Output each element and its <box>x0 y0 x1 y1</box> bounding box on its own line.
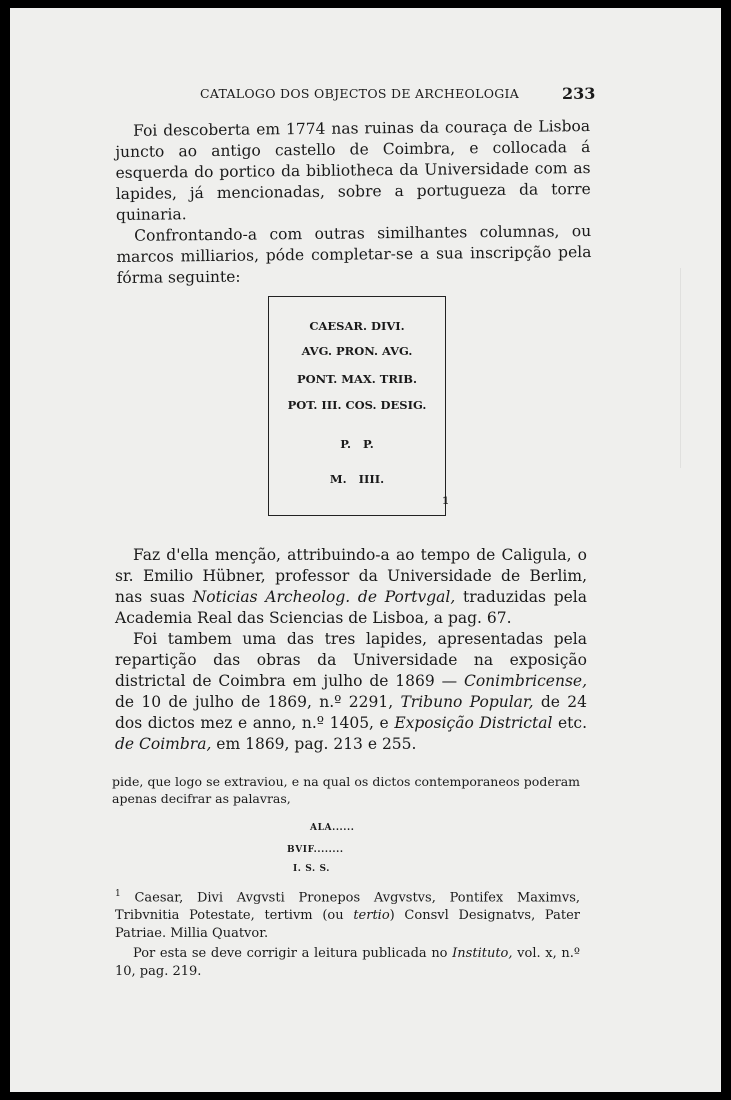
inscription-line: P. P. <box>340 437 374 451</box>
footnote-marker: 1 <box>442 496 449 507</box>
inscription-fragment: BVIF........ <box>287 845 344 855</box>
paragraph-discovery <box>115 116 592 289</box>
running-header: CATALOGO DOS OBJECTOS DE ARCHEOLOGIA <box>200 86 520 101</box>
footnote-number: 1 <box>115 889 121 899</box>
inscription-line: AVG. PRON. AVG. <box>301 344 413 358</box>
paragraph-text: Confrontando-a com outras similhantes columnas, ou marcos milliarios, póde completar-se a sua inscripção pela fórma seguinte: <box>116 222 592 287</box>
inscription-line: POT. III. COS. DESIG. <box>287 398 427 412</box>
scanned-page <box>10 8 721 1092</box>
inscription-line: M. IIII. <box>329 472 385 486</box>
paragraph-continuation: pide, que logo se extraviou, e na qual os dictos contemporaneos poderam apenas decifrar as palavras, <box>112 774 580 806</box>
inscription-line: CAESAR. DIVI. <box>309 319 405 333</box>
paragraph-text: Foi descoberta em 1774 nas ruinas da couraça de Lisboa juncto ao antigo castello de Coimbra, e collocada á esquerda do portico da bibliotheca da Universidade com as lapides, já mencionadas, sobre a portugueza da torre quinaria. <box>115 117 591 224</box>
paragraph-references <box>115 545 587 755</box>
page-number: 233 <box>562 84 596 103</box>
bleed-through-decoration <box>440 268 681 468</box>
inscription-fragment: I. S. S. <box>293 864 331 874</box>
inscription-line: PONT. MAX. TRIB. <box>296 372 418 386</box>
footnote-1: $^1$ Caesar, Divi Avgvsti Pronepos Avgvstvs, Pontifex Maximvs, Tribvnitia Potestate, tertivm (ou tertio) Consvl Designatvs, Pater Patriae. Millia Quatvor. <box>115 889 580 942</box>
footnote-2: Por esta se deve corrigir a leitura publicada no Instituto, vol. x, n.º 10, pag. 219. <box>115 946 580 979</box>
inscription-box <box>268 296 446 516</box>
inscription-fragment: ALA...... <box>310 823 355 833</box>
paragraph-text: Foi tambem uma das tres lapides, apresentadas pela repartição das obras da Universidade na exposição districtal de Coimbra em julho de 1869 — Conimbricense, de 10 de julho de 1869, n.º 2291, Tribuno Popular, de 24 dos dictos mez e anno, n.º 1405, e Exposição Districtal etc. de Coimbra, em 1869, pag. 213 e 255. <box>115 630 587 753</box>
paragraph-text: Faz d'ella menção, attribuindo-a ao tempo de Caligula, o sr. Emilio Hübner, professor da Universidade de Berlim, nas suas Noticias Archeolog. de Portvgal, traduzidas pela Academia Real das Sciencias de Lisboa, a pag. 67. <box>115 546 587 627</box>
